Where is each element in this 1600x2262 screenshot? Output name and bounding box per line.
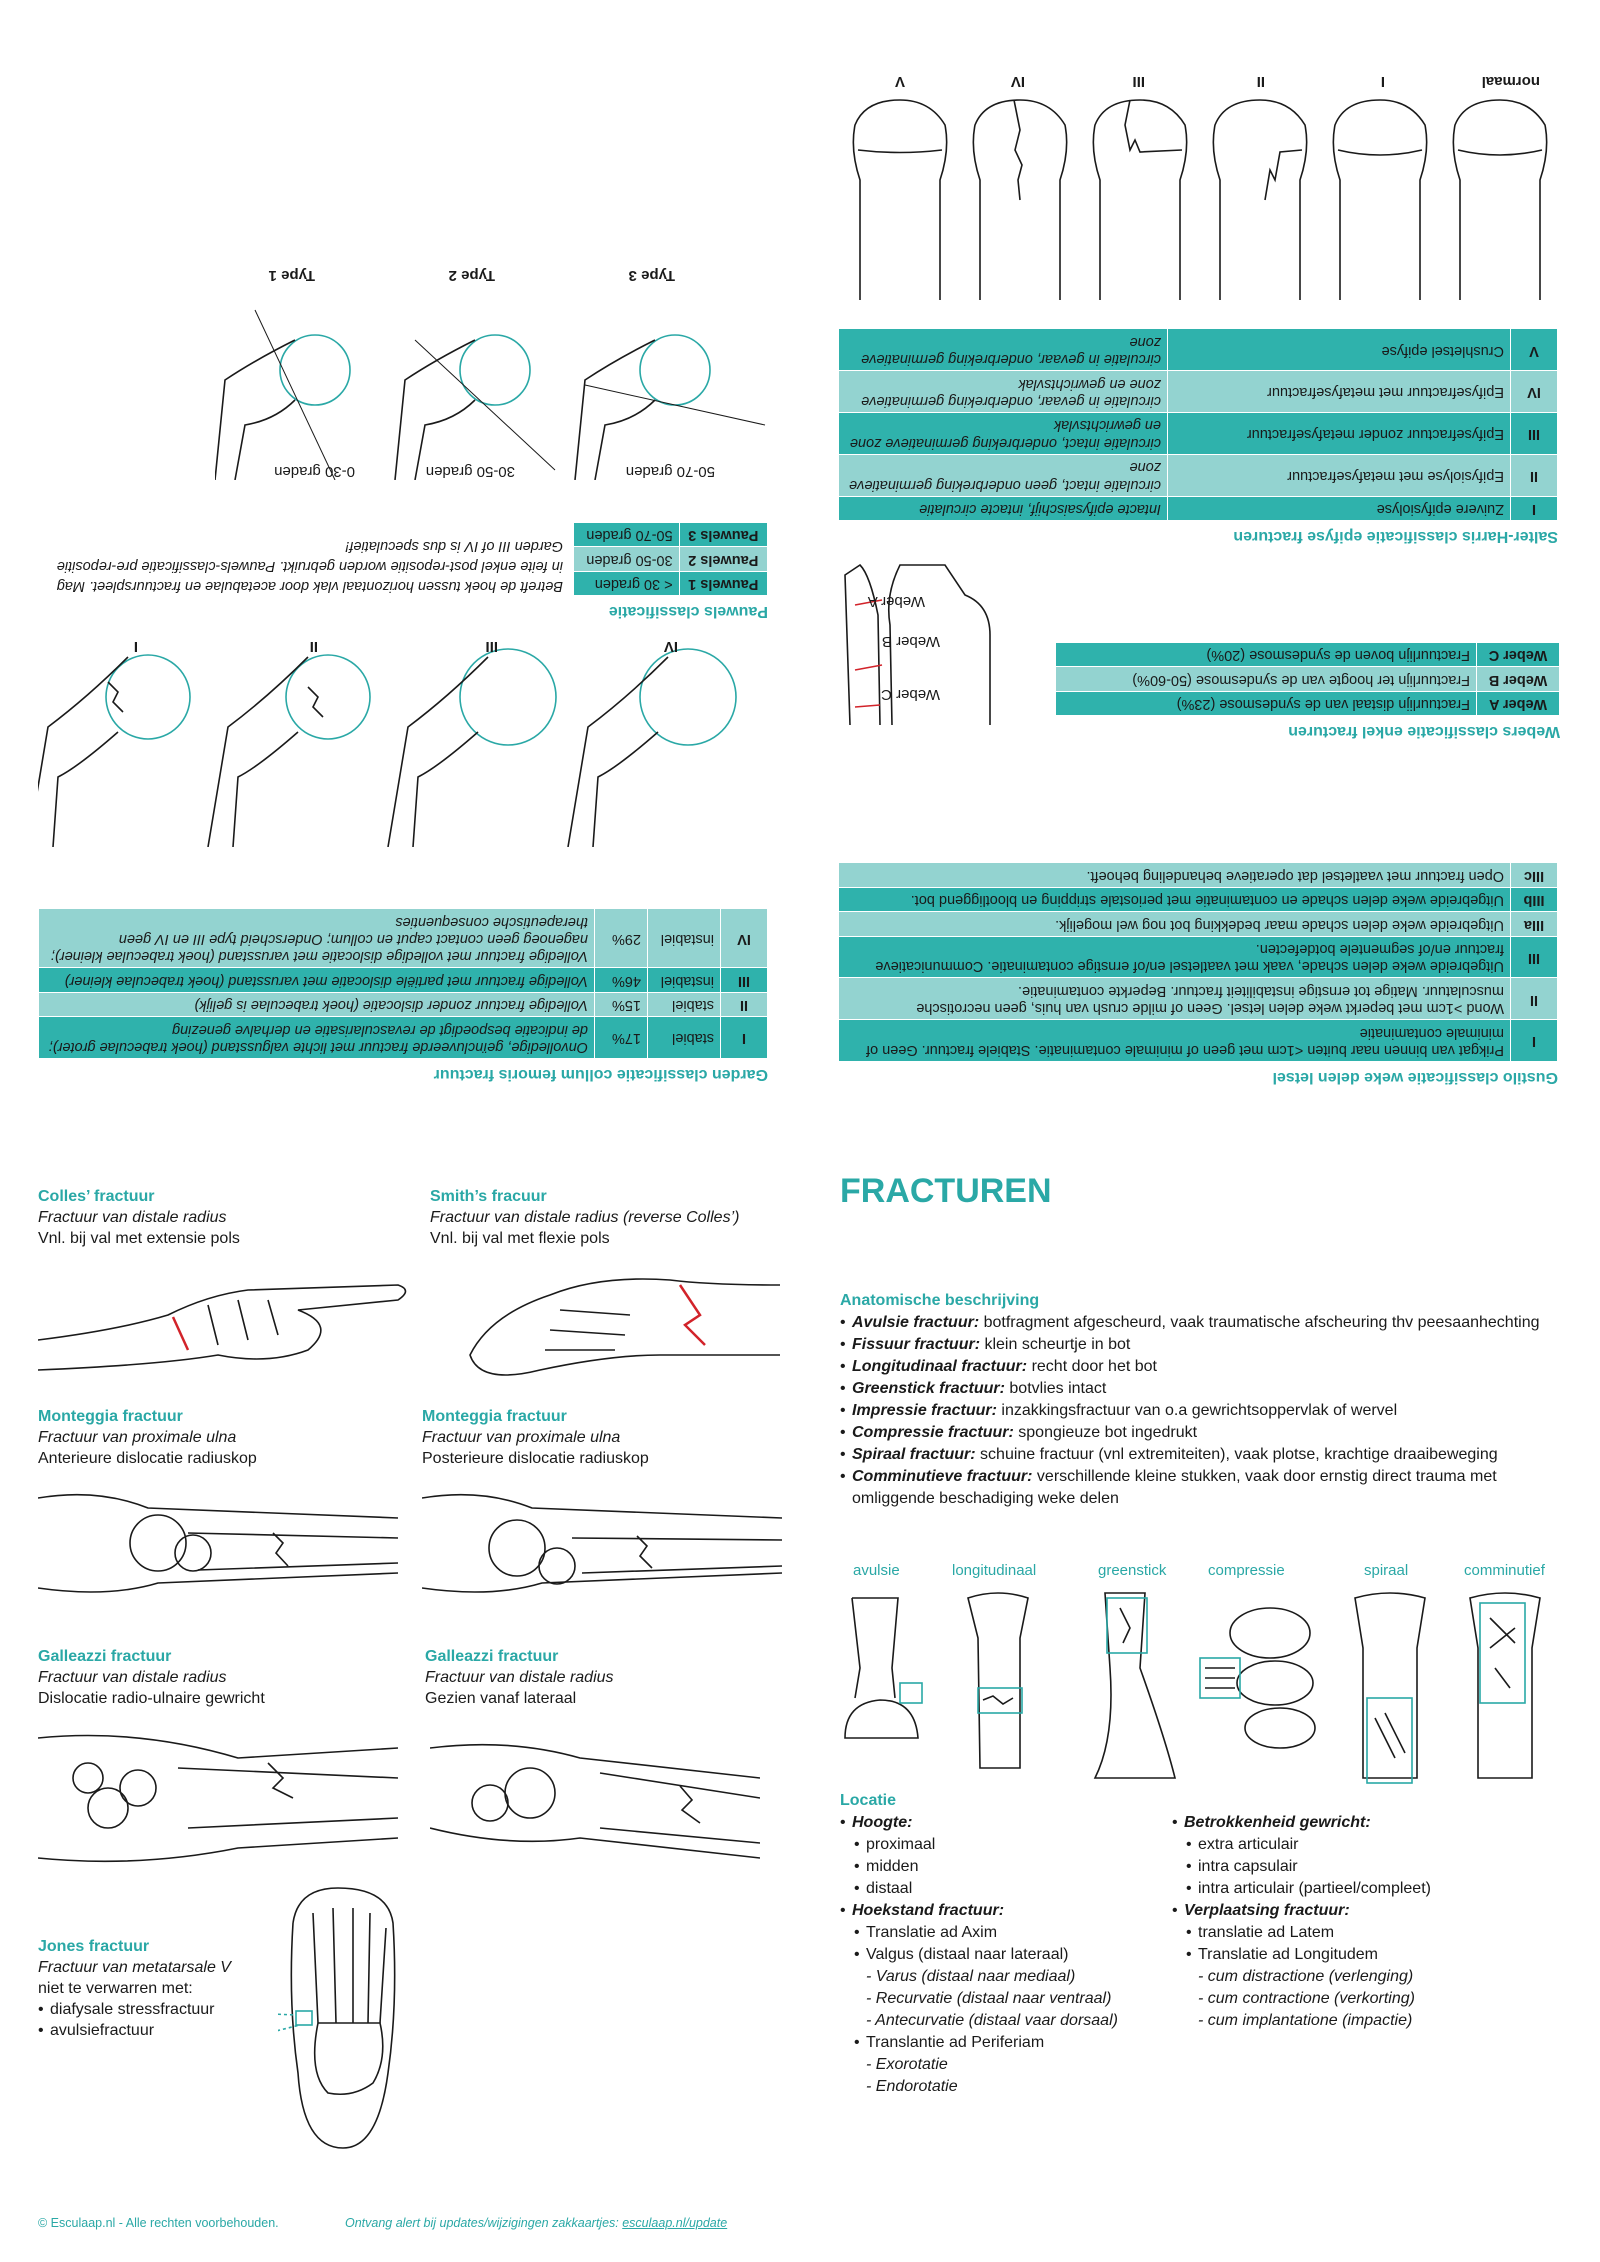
salter-label-3: III [1132,73,1145,90]
salter-table [838,328,1558,521]
fig-label-comminutief: comminutief [1464,1562,1545,1579]
fig-label-greenstick: greenstick [1098,1562,1167,1579]
list-item: • midden [840,1856,1170,1878]
table-row: Weber C Fractuurlijn boven de syndesmose (20%) [1056,642,1560,666]
fig-label-compressie: compressie [1208,1562,1285,1579]
list-item: • Valgus (distaal naar lateraal) [840,1944,1170,1966]
table-row: Pauwels 1 < 30 graden [574,571,768,595]
garden-title: Garden classificatie collum femoris fractuur [433,1066,768,1083]
locatie-title: Locatie [840,1792,897,1809]
jones-title: Jones fractuur [38,1938,150,1955]
locatie-left-list [840,1812,1170,2098]
table-row: I Prikgat van binnen naar buiten <1cm met geen of minimale contaminatie. Stabiele fractuur. Geen of minimale contaminatie [839,1020,1558,1062]
avulsie-bone [845,1598,922,1738]
list-item: • Greenstick fractuur: botvlies intact [840,1378,1560,1400]
table-row: IV instabiel 29% Volledige fractuur met volledige dislocatie met varusstand (hoek trabeculae kleiner); nagenoeg geen contact caput en collum; Onderscheid type III en IV geen therapeutische consequenties [39,909,768,968]
table-row: I Zuivere epifysiolyse Intacte epifysaischijf, intacte circulatie [839,496,1558,520]
monteggia2-block [422,1406,802,1469]
garden-section [38,848,768,1083]
salter-section [838,300,1558,545]
table-row: Pauwels 3 50-70 graden [574,522,768,546]
longitudinaal-bone [968,1593,1028,1768]
list-item: • Fissuur fractuur: klein scheurtje in bot [840,1334,1560,1356]
garden-table [38,908,768,1059]
fig-label-longitudinaal: longitudinaal [952,1562,1037,1579]
colles-hand-icon [38,1255,418,1375]
anat-list [840,1312,1560,1510]
pauwels-table [573,522,768,596]
locatie-right [1172,1812,1562,2032]
footer-update [345,2216,727,2230]
table-row: II Epifysiolyse met metafysefractuur circulatie intact, geen onderbreking germinatieve zone [839,454,1558,496]
list-item: • Hoogte: [840,1812,1170,1834]
colles-block [38,1186,418,1249]
monteggia2-sub: Fractuur van proximale ulna [422,1429,621,1446]
pauwels-type-3: Type 3 [628,267,675,284]
locatie-right-list [1172,1812,1562,2032]
garden-label-2: II [309,638,318,655]
salter-label-5: V [894,73,905,90]
colles-title: Colles’ fractuur [38,1188,155,1205]
pauwels-hips-icon [215,260,775,480]
table-row: Weber B Fractuurlijn ter hoogte van de syndesmose (50-60%) [1056,667,1560,691]
smith-sub: Fractuur van distale radius (reverse Colles’) [430,1209,740,1226]
smith-block [430,1186,810,1249]
monteggia1-sub: Fractuur van proximale ulna [38,1429,237,1446]
list-item: - Recurvatie (distaal naar ventraal) [866,1990,1112,2007]
list-item: - Varus (distaal naar mediaal) [866,1968,1076,1985]
monteggia1-title: Monteggia fractuur [38,1408,183,1425]
list-item: • intra articulair (partieel/compleet) [1172,1878,1562,1900]
fig-label-avulsie: avulsie [853,1562,900,1579]
list-item: • Longitudinaal fractuur: recht door het bot [840,1356,1560,1378]
table-row: II stabiel 15% Volledige fractuur zonder dislocatie (hoek trabeculae is gelijk) [39,992,768,1016]
table-row: IIIc Open fractuur met vaatletsel dat operatieve behandeling behoeft. [839,863,1558,887]
weber-table [1055,642,1560,716]
galleazzi2-wrist-icon [430,1718,760,1868]
gustilo-table [838,862,1558,1062]
pauwels-note: Betreft de hoek tussen horizontaal vlak door acetabulae en fractuurspleet. Mag in feite enkel post-repositie worden gebruikt. Pauwels-classificatie pre-repositie Garden III of IV is dus speculatief! [56,538,563,594]
monteggia2-title: Monteggia fractuur [422,1408,567,1425]
list-item: • translatie ad Latem [1172,1922,1562,1944]
list-item: • Hoekstand fractuur: [840,1900,1170,1922]
salter-bones-icon [840,60,1560,300]
fig-label-spiraal: spiraal [1364,1562,1409,1579]
list-item: • Avulsie fractuur: botfragment afgescheurd, vaak traumatische afscheuring thv peesaanhechting [840,1312,1560,1334]
weber-c-label: Weber C [881,686,940,703]
weber-section [1055,640,1560,740]
list-item: - cum contractione (verkorting) [1198,1990,1415,2007]
garden-label-4: IV [663,638,678,655]
pauwels-angle-1: 0-30 graden [274,463,355,480]
monteggia2-elbow-icon [422,1478,782,1608]
locatie-left [840,1812,1170,2098]
galleazzi1-title: Galleazzi fractuur [38,1648,172,1665]
list-item: • Comminutieve fractuur: verschillende kleine stukken, vaak door ernstig direct trauma met omliggende beschadiging weke delen [840,1466,1560,1510]
pauwels-type-1: Type 1 [268,267,315,284]
table-row: V Crushletsel epifyse circulatie in gevaar, onderbreking germinatieve zone [839,329,1558,371]
anat-title: Anatomische beschrijving [840,1292,1040,1309]
list-item: • diafysale stressfractuur [38,1999,318,2020]
jones-sub: Fractuur van metatarsale V [38,1959,231,1976]
footer-update-text: Ontvang alert bij updates/wijzigingen zakkaartjes: [345,2216,623,2230]
list-item: - Exorotatie [866,2056,948,2073]
foot-icon [278,1883,408,2153]
smith-title: Smith’s fracuur [430,1188,547,1205]
bone-normal [1453,100,1546,300]
list-item: • Impressie fractuur: inzakkingsfractuur van o.a gewrichtsoppervlak of wervel [840,1400,1560,1422]
salter-figure [840,60,1560,300]
list-item: • Betrokkenheid gewricht: [1172,1812,1562,1834]
garden-label-3: III [485,638,498,655]
list-item: - Antecurvatie (distaal vaar dorsaal) [866,2012,1118,2029]
table-row: IIIa Uitgebreide weke delen schade maar bedekking bot nog wel mogelijk. [839,912,1558,936]
list-item: • Compressie fractuur: spongieuze bot ingedrukt [840,1422,1560,1444]
monteggia2-desc: Posterieure dislocatie radiuskop [422,1450,649,1467]
jones-block [38,1936,318,2041]
spiraal-bone [1355,1593,1425,1783]
pauwels-section [38,520,768,620]
femur-heads-icon [38,632,768,847]
table-row: IIIb Uitgebreide weke delen schade en contaminatie met periostale stripping en blootliggend bot. [839,887,1558,911]
pauwels-type-2: Type 2 [448,267,495,284]
jones-desc: niet te verwarren met: [38,1980,193,1997]
table-row: I stabiel 17% Onvolledige, geïncluveerde fractuur met lichte valgusstand (hoek trabeculae groter); de indicatie bespoedigt de revascularisatie en derhalve genezing [39,1017,768,1059]
list-item: • Verplaatsing fractuur: [1172,1900,1562,1922]
footer-copyright: © Esculaap.nl - Alle rechten voorbehouden. [38,2216,279,2230]
garden-figure [38,632,768,847]
weber-title: Webers classificatie enkel fracturen [1288,723,1560,740]
pauwels-title: Pauwels classificatie [608,603,768,620]
list-item: • Translatie ad Axim [840,1922,1170,1944]
galleazzi2-desc: Gezien vanaf lateraal [425,1690,577,1707]
salter-label-normal: normaal [1481,73,1540,90]
table-row: III instabiel 46% Volledige fractuur met partiële dislocatie met varusstand (hoek trabeculae kleiner) [39,968,768,992]
pauwels-body [38,522,768,596]
table-row: III Epifysefractuur zonder metafysefractuur circulatie intact, onderbreking germinatieve zone en gewrichtsvlak [839,413,1558,455]
monteggia1-block [38,1406,418,1469]
table-row: Pauwels 2 30-50 graden [574,547,768,571]
gustilo-title: Gustilo classificatie weke delen letsel [1272,1069,1558,1086]
list-item: • Spiraal fractuur: schuine fractuur (vnl extremiteiten), vaak plotse, krachtige draaibeweging [840,1444,1560,1466]
galleazzi1-sub: Fractuur van distale radius [38,1669,227,1686]
compressie-spine [1200,1608,1315,1748]
greenstick-bone [1095,1593,1175,1778]
monteggia1-desc: Anterieure dislocatie radiuskop [38,1450,257,1467]
weber-b-label: Weber B [881,633,940,650]
galleazzi1-desc: Dislocatie radio-ulnaire gewricht [38,1690,265,1707]
footer-update-link[interactable]: esculaap.nl/update [622,2216,728,2230]
table-row: II Wond >1cm met beperkt weke delen letsel. Geen of milde crush van huis, geen necrotische musculatuur. Matige tot ernstige instabiliteit fractuur. Beperkte contaminatie. [839,978,1558,1020]
garden-label-1: I [133,638,138,655]
list-item: • distaal [840,1878,1170,1900]
galleazzi1-block [38,1646,418,1709]
fracture-types-icon [840,1588,1560,1788]
comminutief-bone [1470,1593,1540,1778]
fracturen-title: FRACTUREN [840,1172,1052,1210]
smith-hand-icon [450,1255,790,1395]
galleazzi2-block [425,1646,805,1709]
pauwels-figure [215,260,775,480]
list-item: • avulsiefractuur [38,2020,318,2041]
list-item: - Endorotatie [866,2078,958,2095]
pauwels-angle-2: 30-50 graden [425,463,515,480]
pauwels-angle-3: 50-70 graden [625,463,715,480]
weber-figure [840,555,1020,725]
table-row: Weber A Fractuurlijn distaal van de syndesmose (23%) [1056,691,1560,715]
colles-desc: Vnl. bij val met extensie pols [38,1230,240,1247]
list-item: - cum implantatione (impactie) [1198,2012,1413,2029]
gustilo-section [838,796,1558,1086]
salter-title: Salter-Harris classificatie epifyse fracturen [1233,528,1558,545]
list-item: • Translatie ad Longitudem [1172,1944,1562,1966]
monteggia1-elbow-icon [38,1478,398,1608]
list-item: • intra capsulair [1172,1856,1562,1878]
jones-list [38,1999,318,2041]
galleazzi2-title: Galleazzi fractuur [425,1648,559,1665]
table-row: III Uitgebreide weke delen schade, vaak met vaatletsel en/of ernstige contaminatie. Communicatieve fractuur en/of segmentele botdefecten. [839,936,1558,978]
table-row: IV Epifysefractuur met metafysefractuur circulatie in gevaar, onderbreking germinatieve zone en gewrichtsvlak [839,371,1558,413]
galleazzi1-wrist-icon [38,1718,398,1868]
anatomische-block [840,1290,1560,1510]
salter-label-4: IV [1010,73,1025,90]
galleazzi2-sub: Fractuur van distale radius [425,1669,614,1686]
salter-label-1: I [1380,73,1385,90]
list-item: - cum distractione (verlenging) [1198,1968,1414,1985]
smith-desc: Vnl. bij val met flexie pols [430,1230,610,1247]
weber-a-label: Weber A [867,593,925,610]
list-item: • Translantie ad Periferiam [840,2032,1170,2054]
salter-label-2: II [1256,73,1265,90]
list-item: • extra articulair [1172,1834,1562,1856]
colles-sub: Fractuur van distale radius [38,1209,227,1226]
list-item: • proximaal [840,1834,1170,1856]
